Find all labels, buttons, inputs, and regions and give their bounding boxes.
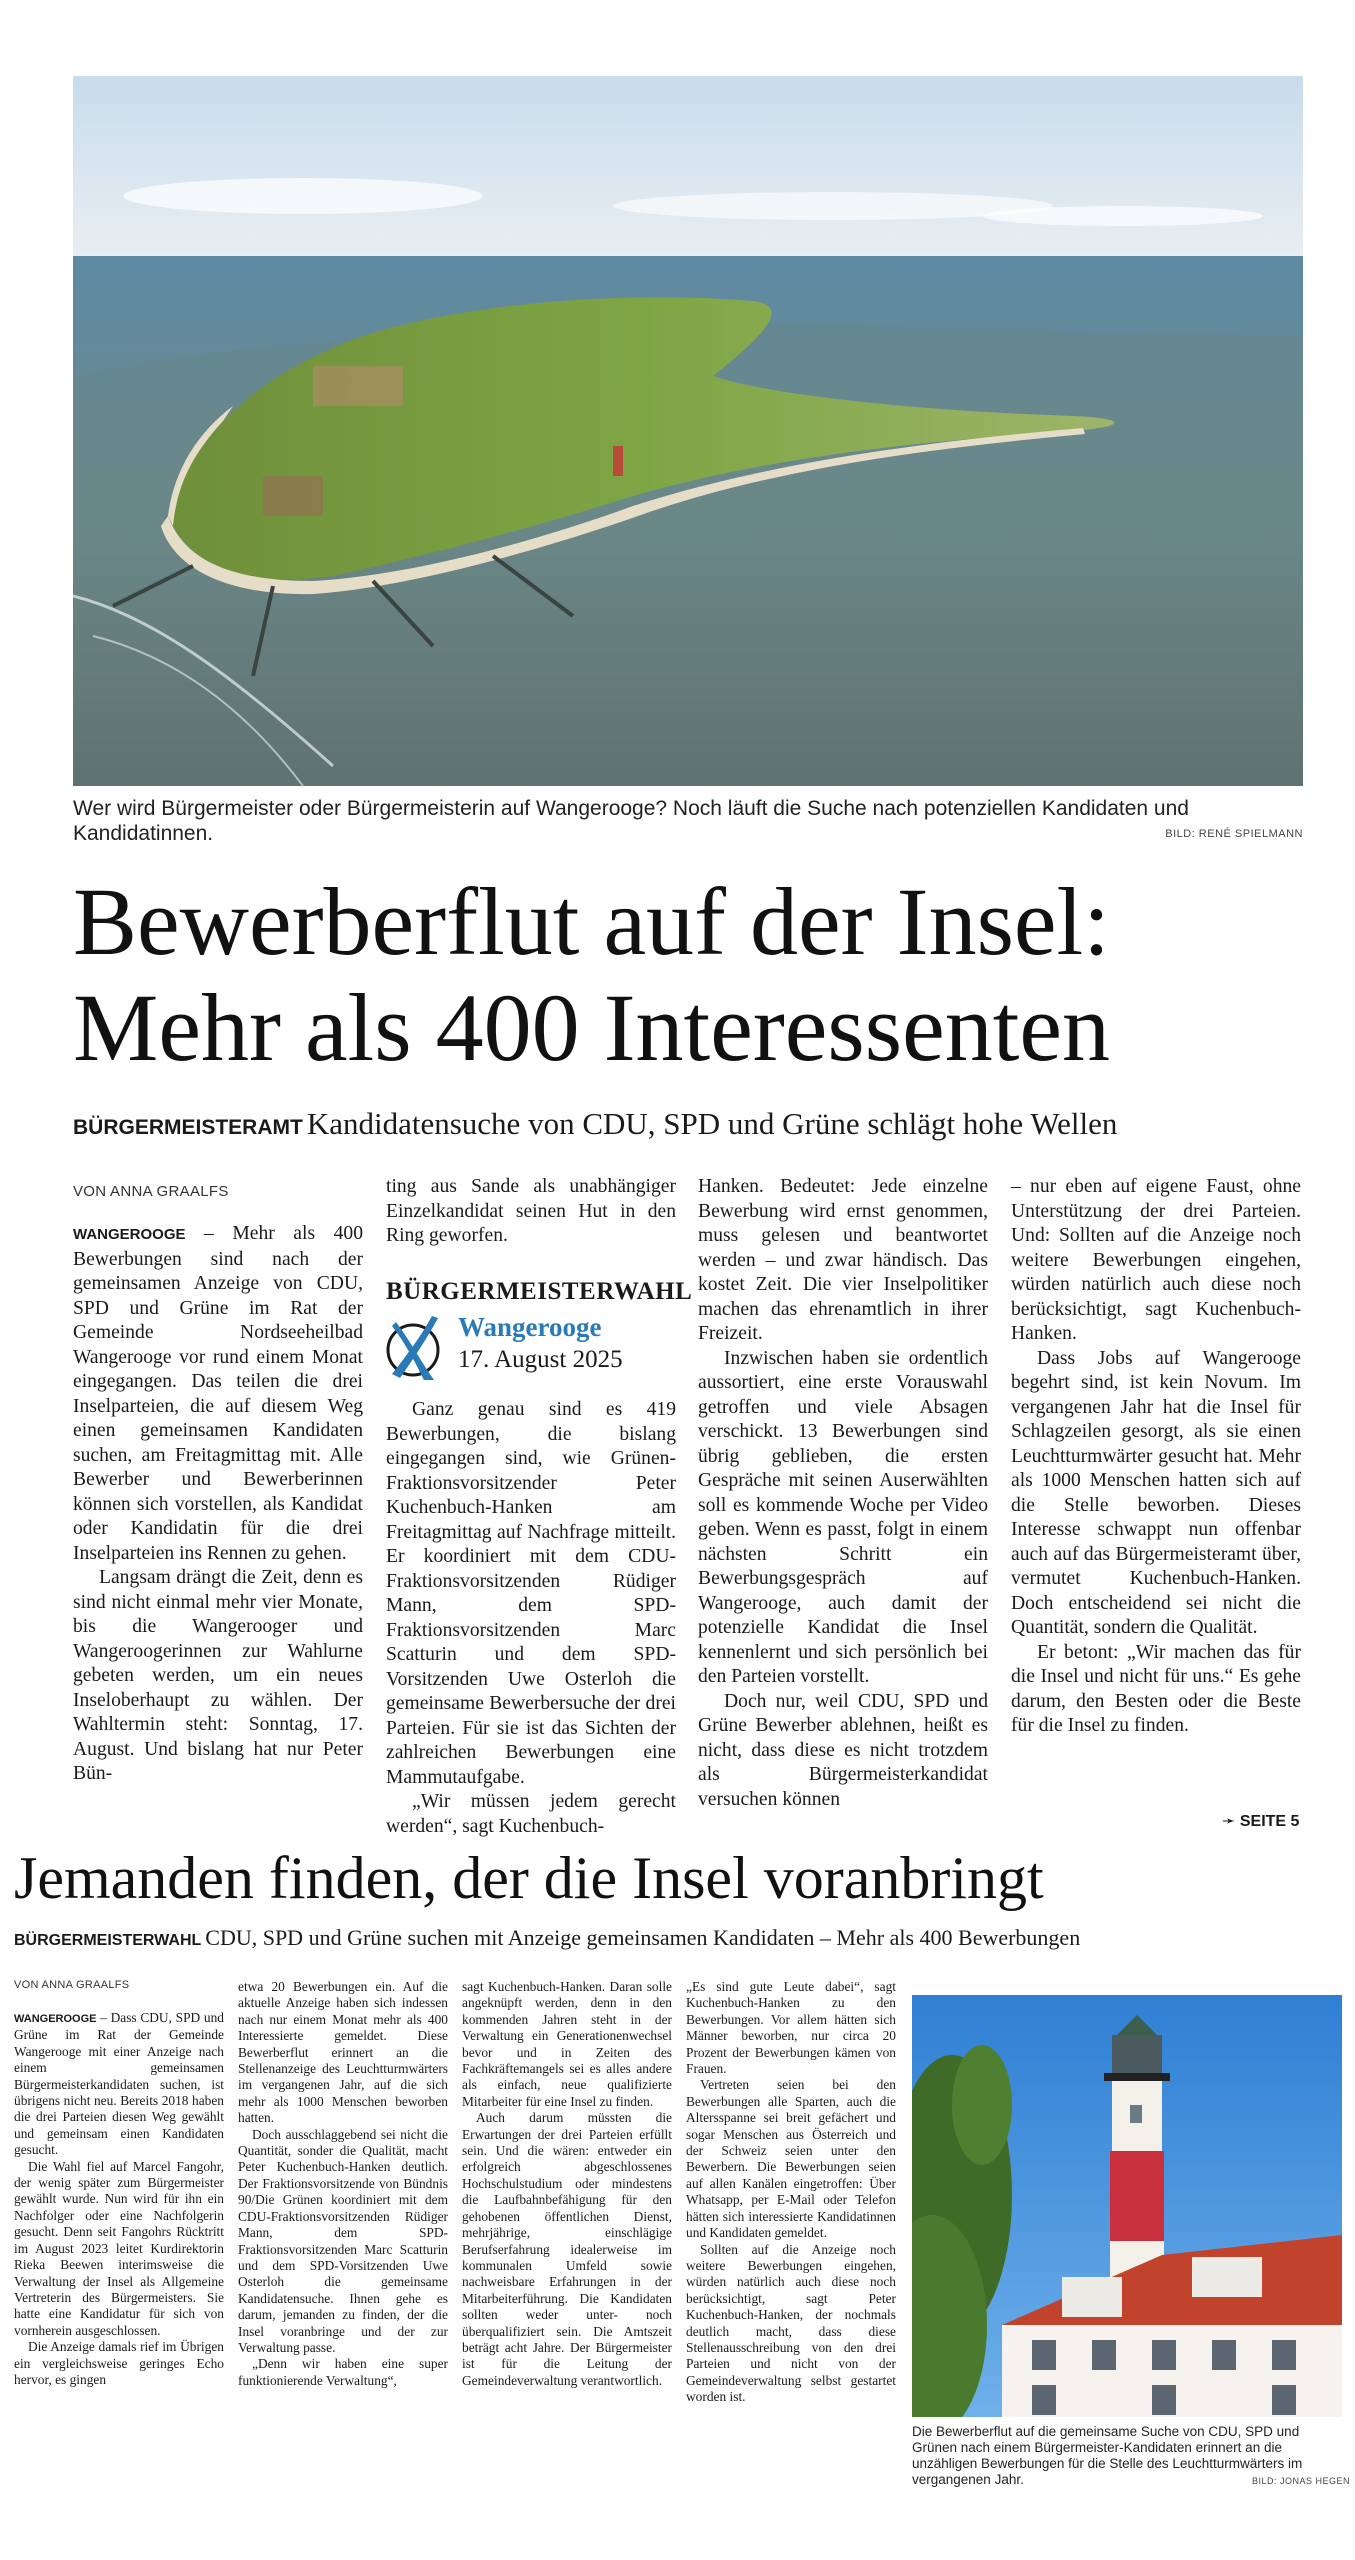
second-dateline: WANGEROOGE: [14, 2013, 97, 2025]
second-column-2: [238, 1979, 448, 2389]
second-column-1: [14, 2010, 224, 2388]
ballot-cross-icon: [386, 1312, 446, 1382]
second-subheadline-text: CDU, SPD und Grüne suchen mit Anzeige gemeinsamen Kandidaten – Mehr als 400 Bewerbungen: [205, 1925, 1081, 1950]
aerial-island-illustration: [73, 76, 1303, 786]
main-col4-p1: – nur eben auf eigene Faust, ohne Unterstützung der drei Parteien. Und: Sollten auf die Anzeige noch weitere Bewerbungen eingehen, würden natürlich auch diese noch berücksichtigt, sagt Kuchenbuch-Hanken.: [1011, 1176, 1301, 1344]
main-col2-p1: ting aus Sande als unabhängiger Einzelkandidat seinen Hut in den Ring geworfen.: [386, 1176, 676, 1246]
main-col1-p1: – Mehr als 400 Bewerbungen sind nach der gemeinsamen Anzeige von CDU, SPD und Grüne im Rat der Gemeinde Nordseeheilbad Wangerooge vor rund einem Monat eingegangen. Das teilen die drei Inselparteien, die auf diesem Weg einen gemeinsamen Kandidaten suchen, am Freitagmittag mit. Alle Bewerber und Bewerberinnen können sich vorstellen, als Kandidat oder Kandidatin für die drei Inselparteien ins Rennen zu gehen.: [73, 1223, 363, 1564]
main-column-4: [1011, 1175, 1301, 1739]
second-col3-p1: sagt Kuchenbuch-Hanken. Daran solle angeknüpft werden, denn in den kommenden Jahren steht in der Verwaltung ein Generationenwechsel bevor und in Zeiten des Fachkräftemangels sei es alles andere als einfach, neue qualifizierte Mitarbeiter für eine Insel zu finden.: [462, 1979, 672, 2109]
hero-photo: [73, 76, 1303, 786]
election-box-title: BÜRGERMEISTERWAHL: [386, 1278, 693, 1305]
main-kicker: BÜRGERMEISTERAMT: [73, 1116, 303, 1139]
main-column-2b: [386, 1398, 676, 1839]
second-col2-p2: Doch ausschlaggebend sei nicht die Quantität, sonder die Qualität, macht Peter Kuchenbuch-Hanken deutlich. Der Fraktionsvorsitzende von Bündnis 90/Die Grünen koordiniert mit dem CDU-Fraktionsvorsitzenden Rüdiger Mann, dem SPD-Fraktionsvorsitzenden Marc Scatturin und dem SPD-Vorsitzenden Uwe Osterloh die gemeinsame Kandidatensuche. Ihnen gehe es darum, jemanden zu finden, der die Insel voranbringe und der zur Verwaltung passe.: [238, 2126, 448, 2355]
second-col2-p3: „Denn wir haben eine super funktionierende Verwaltung“,: [238, 2356, 448, 2388]
main-col3-p1: Hanken. Bedeutet: Jede einzelne Bewerbung wird ernst genommen, muss gelesen und beantwortet werden – und zwar händisch. Das kostet Zeit. Die vier Inselpolitiker machen das ehrenamtlich in ihrer Freizeit.: [698, 1176, 988, 1344]
main-byline: VON ANNA GRAALFS: [73, 1183, 229, 1200]
page-reference-link[interactable]: ➛ SEITE 5: [1222, 1813, 1300, 1830]
second-col4-p1: „Es sind gute Leute dabei“, sagt Kuchenbuch-Hanken zu den Bewerbungen. Vor allem hätten sich Männer beworben, nur circa 20 Prozent der Bewerbungen kämen von Frauen.: [686, 1979, 896, 2077]
main-column-2: [386, 1175, 676, 1249]
main-col4-p3: Er betont: „Wir machen das für die Insel und nicht für uns.“ Es gehe darum, den Besten oder die Beste für die Insel zu finden.: [1011, 1641, 1301, 1736]
main-headline-line2: Mehr als 400 Interessenten: [73, 974, 1111, 1081]
second-subheadline: [14, 1925, 1334, 1951]
second-col1-p3: Die Anzeige damals rief im Übrigen ein vergleichsweise geringes Echo hervor, es gingen: [14, 2339, 224, 2387]
second-col1-p2: Die Wahl fiel auf Marcel Fangohr, der wenig später zum Bürgermeister gewählt wurde. Nun wird für ihn ein Nachfolger oder eine Nachfolgerin gesucht. Denn seit Fangohrs Rücktritt im August 2023 leitet Kurdirektorin Rieka Beewen interimsweise die Verwaltung der Insel als Allgemeine Vertreterin des Bürgermeisters. Sie hatte eine Kandidatur für sich von vornherein ausgeschlossen.: [14, 2158, 224, 2338]
second-headline: Jemanden finden, der die Insel voranbringt: [14, 1845, 1044, 1911]
second-kicker: BÜRGERMEISTERWAHL: [14, 1932, 202, 1949]
main-col3-p2: Inzwischen haben sie ordentlich aussortiert, eine erste Vorauswahl getroffen und viele Absagen verschickt. 13 Bewerbungen sind übrig geblieben, die ersten Gespräche mit seinen Auserwählten soll es kommende Woche per Video geben. Wenn es passt, folgt in einem nächsten Schritt ein Bewerbungsgespräch auf Wangerooge, auch damit der potenzielle Kandidat die Insel kennenlernt und sich persönlich bei den Parteien vorstellt.: [698, 1347, 988, 1687]
second-byline: VON ANNA GRAALFS: [14, 1979, 130, 1991]
main-column-3: [698, 1175, 988, 1812]
main-col2-p2: Ganz genau sind es 419 Bewerbungen, die bislang eingegangen sind, wie Grünen-Fraktionsvorsitzender Peter Kuchenbuch-Hanken am Freitagmittag auf Nachfrage mitteilt. Er koordiniert mit dem CDU-Fraktionsvorsitzenden Rüdiger Mann, dem SPD-Fraktionsvorsitzenden Marc Scatturin und dem SPD-Vorsitzenden Uwe Osterloh die gemeinsame Bewerbersuche der drei Parteien. Für sie ist das Sichten der zahlreichen Bewerbungen eine Mammutaufgabe.: [386, 1399, 676, 1788]
main-column-1: [73, 1222, 363, 1787]
main-col3-p3: Doch nur, weil CDU, SPD und Grüne Bewerber ablehnen, heißt es nicht, dass diese es nicht trotzdem als Bürgermeisterkandidat versuchen können: [698, 1690, 988, 1810]
main-col4-p2: Dass Jobs auf Wangerooge begehrt sind, ist kein Novum. Im vergangenen Jahr hat die Insel für Schlagzeilen gesorgt, als sie einen Leuchtturmwärter gesucht hat. Mehr als 1000 Menschen hatten sich auf die Stelle beworben. Dieses Interesse schwappt nun offenbar auch auf das Bürgermeisteramt über, vermutet Kuchenbuch-Hanken. Doch entscheidend sei nicht die Quantität, sondern die Qualität.: [1011, 1347, 1301, 1638]
second-col3-p2: Auch darum müssten die Erwartungen der drei Parteien erfüllt sein. Und die wären: entweder ein erfolgreich abgeschlossenes Hochschulstudium oder mindestens die Laufbahnbefähigung für den gehobenen öffentlichen Dienst, mehrjährige, einschlägige Berufserfahrung idealerweise im kommunalen Umfeld sowie nachweisbare Erfahrungen in der Mitarbeiterführung. Die Kandidaten sollten weder unter- noch überqualifiziert sein. Die Amtszeit beträgt acht Jahre. Der Bürgermeister ist für die Leitung der Gemeindeverwaltung verantwortlich.: [462, 2110, 672, 2388]
second-col4-p2: Vertreten seien bei den Bewerbungen alle Sparten, auch die Altersspanne sei breit gefächert und sogar Menschen aus Österreich und der Schweiz seien unter den Bewerbern. Die Bewerbungen seien auf allen Kanälen eingetroffen: Über Whatsapp, per E-Mail oder Telefon hätten sich interessierte Kandidatinnen und Kandidaten gemeldet.: [686, 2077, 896, 2241]
second-column-4: [686, 1979, 896, 2406]
election-info-box: [386, 1278, 693, 1388]
election-box-date: 17. August 2025: [458, 1346, 623, 1373]
second-col4-p3: Sollten auf die Anzeige noch weitere Bewerbungen eingehen, würden natürlich auch diese noch berücksichtigt, sagt Peter Kuchenbuch-Hanken, der nochmals deutlich macht, dass diese Stellenausschreibung von den drei Parteien und nicht von der Gemeindeverwaltung selbst gestartet worden ist.: [686, 2241, 896, 2405]
election-box-place: Wangerooge: [458, 1312, 602, 1342]
main-col2-p3: „Wir müssen jedem gerecht werden“, sagt Kuchenbuch-: [386, 1791, 676, 1837]
main-subheadline-text: Kandidatensuche von CDU, SPD und Grüne schlägt hohe Wellen: [306, 1106, 1118, 1141]
main-dateline: WANGEROOGE: [73, 1226, 186, 1243]
lighthouse-photo: [912, 1995, 1342, 2417]
hero-photo-credit: BILD: RENÉ SPIELMANN: [1165, 828, 1303, 840]
second-column-3: [462, 1979, 672, 2389]
main-col1-p2: Langsam drängt die Zeit, denn es sind nicht einmal mehr vier Monate, bis die Wangerooger und Wangeroogerinnen zur Wahlurne gebeten werden, um ein neues Inseloberhaupt zu wählen. Der Wahltermin steht: Sonntag, 17. August. Und bislang hat nur Peter Bün-: [73, 1567, 363, 1784]
main-headline-line1: Bewerberflut auf der Insel:: [73, 868, 1110, 975]
main-subheadline: [73, 1106, 1313, 1142]
second-col1-p1: – Dass CDU, SPD und Grüne im Rat der Gemeinde Wangerooge mit einer Anzeige nach einem gemeinsamen Bürgermeisterkandidaten suchen, ist übrigens nicht neu. Bereits 2018 haben die drei Parteien diesen Weg gewählt und gemeinsam einen Kandidaten gesucht.: [14, 2010, 224, 2158]
lighthouse-photo-credit: BILD: JONAS HEGEN: [1252, 2476, 1351, 2486]
hero-caption: Wer wird Bürgermeister oder Bürgermeisterin auf Wangerooge? Noch läuft die Suche nach potenziellen Kandidaten und Kandidatinnen.: [73, 797, 1189, 845]
lighthouse-illustration: [912, 1995, 1342, 2417]
lighthouse-caption: Die Bewerberflut auf die gemeinsame Suche von CDU, SPD und Grünen nach einem Bürgermeister-Kandidaten erinnert an die unzähligen Bewerbungen für die Stelle des Leuchtturmwärters im vergangenen Jahr.: [912, 2424, 1303, 2487]
second-col2-p1: etwa 20 Bewerbungen ein. Auf die aktuelle Anzeige haben sich indessen nach nur einem Monat mehr als 400 Interessierte gemeldet. Diese Bewerberflut erinnert an die Stellenanzeige des Leuchtturmwärters im vergangenen Jahr, auf die sich mehr als 1000 Menschen beworben hatten.: [238, 1979, 448, 2126]
